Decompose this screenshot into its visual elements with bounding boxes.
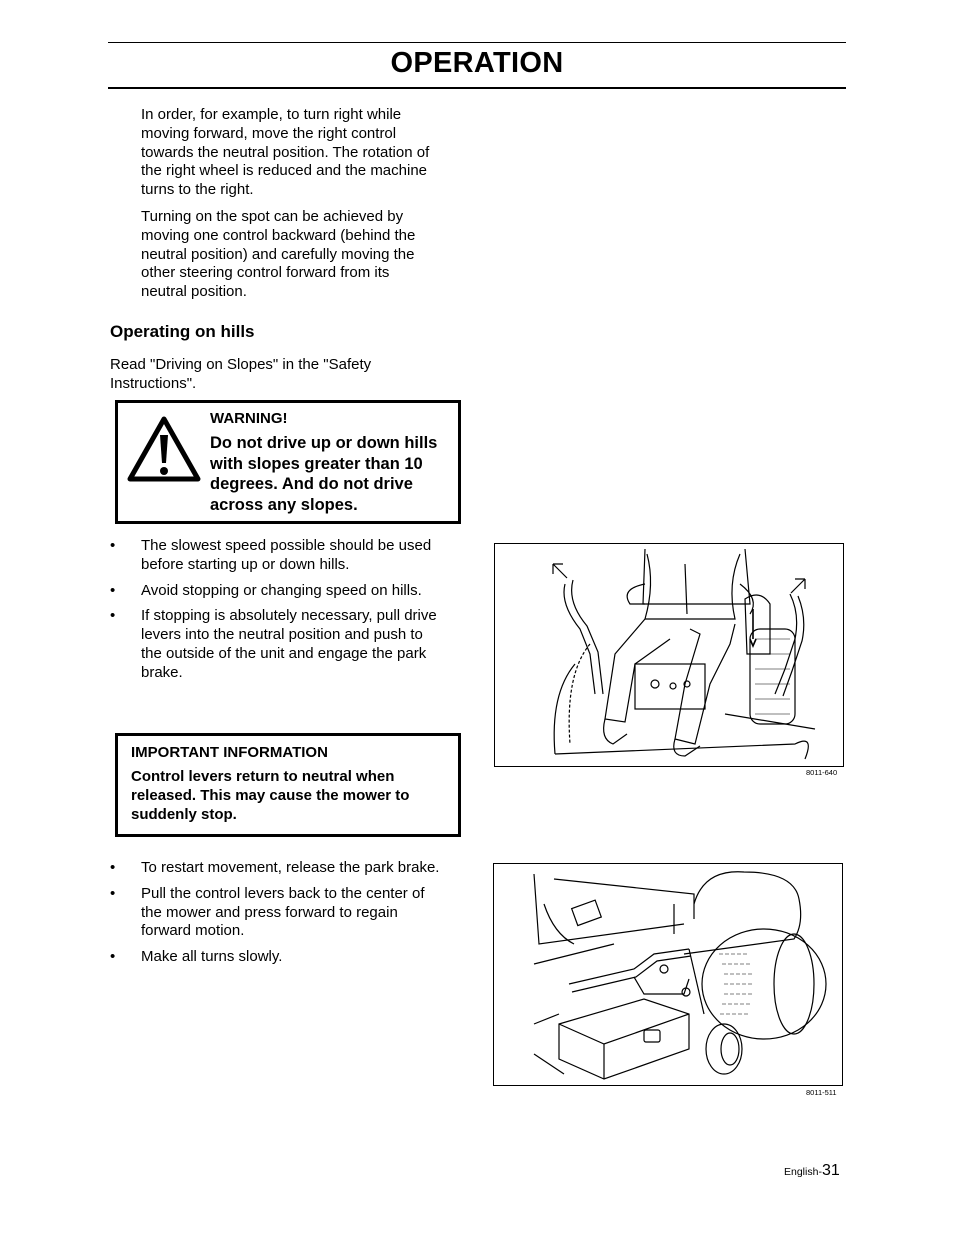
figure-operator-levers bbox=[494, 543, 844, 767]
header-rule-bottom bbox=[108, 87, 846, 89]
header-rule-top bbox=[108, 42, 846, 43]
bullet-symbol: • bbox=[110, 859, 116, 876]
important-info-box bbox=[115, 733, 461, 837]
section-intro: Read "Driving on Slopes" in the "Safety Instructions". bbox=[110, 356, 372, 392]
page-title: OPERATION bbox=[390, 47, 564, 79]
bullet-symbol: • bbox=[110, 607, 116, 625]
hill-bullet-list bbox=[110, 537, 440, 690]
list-item-text: The slowest speed possible should be used before starting up or down hills. bbox=[141, 537, 432, 573]
list-item bbox=[110, 948, 440, 967]
figure-2-code: 8011-511 bbox=[806, 1088, 837, 1097]
list-item bbox=[110, 582, 440, 601]
important-info-text: Control levers return to neutral when released. This may cause the mower to suddenly stop. bbox=[131, 768, 410, 823]
list-item bbox=[110, 859, 440, 878]
paragraph-turning: In order, for example, to turn right while moving forward, move the right control towards the neutral position. The rotation of the right wheel is reduced and the machine turns to the right. bbox=[141, 106, 430, 199]
figure-lever-linkage bbox=[493, 863, 843, 1086]
bullet-symbol: • bbox=[110, 537, 116, 554]
list-item bbox=[110, 537, 440, 575]
important-info-label: IMPORTANT INFORMATION bbox=[131, 744, 328, 761]
bullet-symbol: • bbox=[110, 884, 116, 902]
list-item-text: To restart movement, release the park brake. bbox=[141, 859, 440, 876]
list-item-text: If stopping is absolutely necessary, pull drive levers into the neutral position and push to the outside of the unit and engage the park brake. bbox=[141, 607, 437, 681]
section-heading: Operating on hills bbox=[110, 322, 255, 341]
warning-box bbox=[115, 400, 461, 524]
list-item-text: Avoid stopping or changing speed on hills. bbox=[141, 581, 422, 599]
list-item bbox=[110, 885, 440, 941]
list-item bbox=[110, 607, 440, 682]
footer-language: English- bbox=[784, 1166, 822, 1178]
page-footer bbox=[784, 1162, 840, 1180]
warning-icon bbox=[126, 415, 202, 488]
list-item-text: Pull the control levers back to the center of the mower and press forward to regain forward motion. bbox=[141, 884, 425, 940]
bullet-symbol: • bbox=[110, 948, 116, 966]
figure-1-code: 8011-640 bbox=[806, 768, 838, 777]
warning-text: Do not drive up or down hills with slopes greater than 10 degrees. And do not drive across any slopes. bbox=[210, 434, 438, 514]
restart-bullet-list bbox=[110, 859, 440, 974]
page-number: 31 bbox=[821, 1162, 840, 1179]
bullet-symbol: • bbox=[110, 581, 116, 599]
paragraph-spot-turn: Turning on the spot can be achieved by moving one control backward (behind the neutral position) and carefully moving the other steering control forward from its neutral position. bbox=[141, 208, 416, 301]
warning-label: WARNING! bbox=[210, 410, 288, 427]
list-item-text: Make all turns slowly. bbox=[141, 948, 283, 966]
